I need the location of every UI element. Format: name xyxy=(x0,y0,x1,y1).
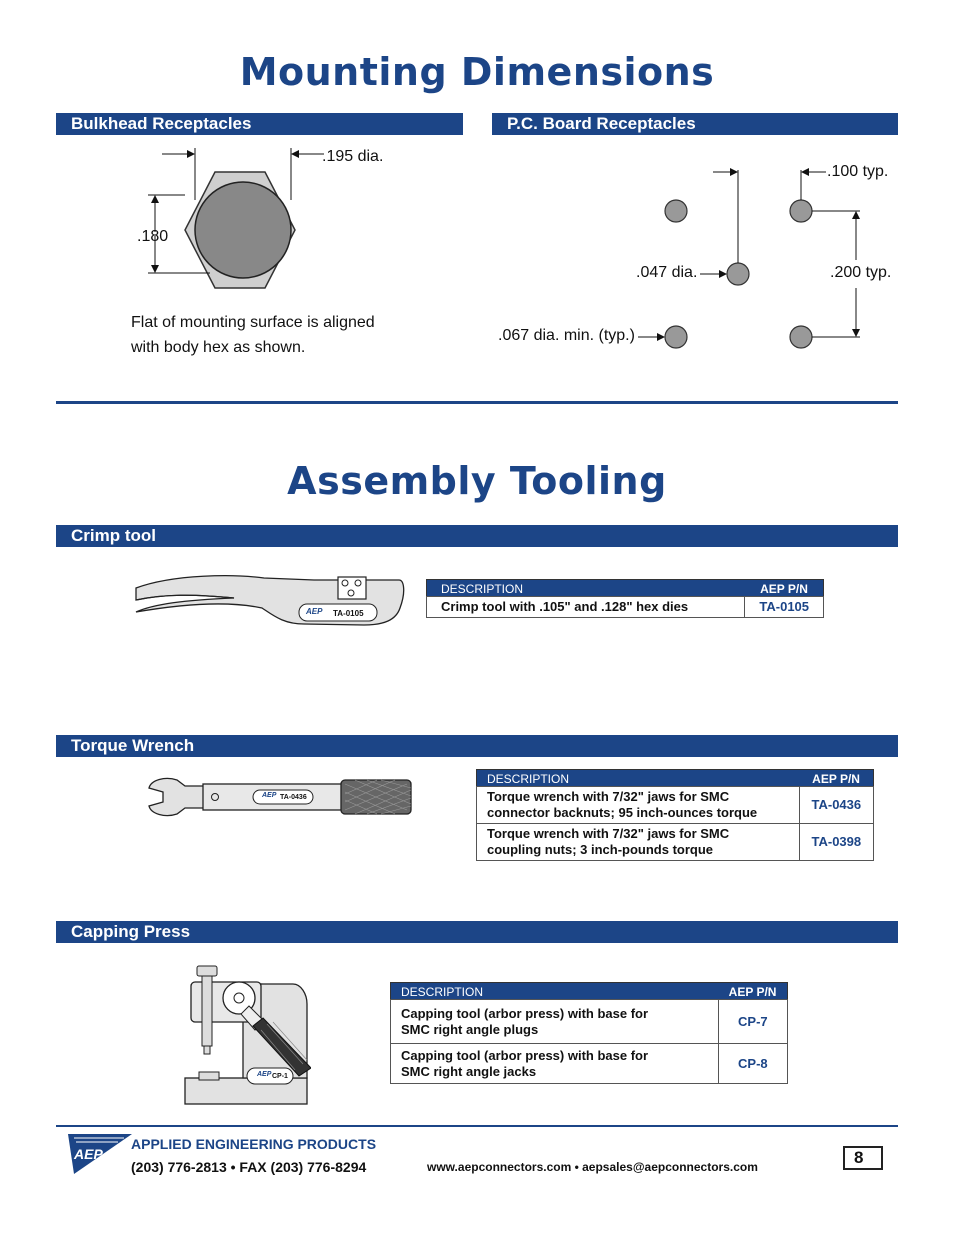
capping-aep-logo: AEP xyxy=(257,1071,272,1078)
page-number: 8 xyxy=(843,1146,883,1170)
torque-row2-desc-line1: Torque wrench with 7/32" jaws for SMC xyxy=(487,826,730,841)
torque-header: Torque Wrench xyxy=(56,735,898,757)
torque-row1-desc-line1: Torque wrench with 7/32" jaws for SMC xyxy=(487,789,730,804)
crimp-row-desc: Crimp tool with .105" and .128" hex dies xyxy=(427,597,745,618)
crimp-table xyxy=(426,579,824,618)
footer-logo-text: AEP xyxy=(74,1146,103,1162)
table-row xyxy=(477,824,874,861)
torque-tool-tag: TA-0436 xyxy=(280,794,307,801)
pcboard-vertical-label: .200 typ. xyxy=(830,264,892,281)
crimp-tool-tag: TA-0105 xyxy=(333,609,364,618)
crimp-tool-image xyxy=(134,570,406,628)
capping-row2-desc-line2: SMC right angle jacks xyxy=(401,1063,537,1079)
bulkhead-hex-diagram xyxy=(140,140,340,300)
pcboard-min-dia-label: .067 dia. min. (typ.) xyxy=(498,327,635,344)
pcboard-typ-label: .100 typ. xyxy=(827,163,889,180)
bulkhead-height-label: .180 xyxy=(137,228,169,245)
table-row xyxy=(427,597,824,618)
crimp-row-pn: TA-0105 xyxy=(745,597,824,618)
capping-col-desc: DESCRIPTION xyxy=(391,983,719,1000)
capping-tool-tag: CP-1 xyxy=(272,1073,288,1080)
capping-col-pn: AEP P/N xyxy=(718,983,787,1000)
torque-col-desc: DESCRIPTION xyxy=(477,770,800,787)
capping-row2-desc-line1: Capping tool (arbor press) with base for xyxy=(401,1047,649,1063)
footer-web: www.aepconnectors.com • aepsales@aepconnectors.com xyxy=(427,1160,758,1174)
capping-row1-desc-line2: SMC right angle plugs xyxy=(401,1021,539,1037)
torque-row1-desc-line2: connector backnuts; 95 inch-ounces torque xyxy=(487,805,758,820)
torque-aep-logo: AEP xyxy=(262,792,277,799)
tooling-title: Assembly Tooling xyxy=(287,459,667,503)
footer-company: APPLIED ENGINEERING PRODUCTS xyxy=(131,1136,377,1152)
bulkhead-note-line1: Flat of mounting surface is aligned xyxy=(131,314,375,331)
pcboard-header: P.C. Board Receptacles xyxy=(492,113,898,135)
torque-table xyxy=(476,769,874,861)
capping-row1-desc xyxy=(391,1000,719,1044)
crimp-aep-logo: AEP xyxy=(306,607,323,616)
capping-press-image xyxy=(183,960,311,1106)
capping-row1-desc-line1: Capping tool (arbor press) with base for xyxy=(401,1005,649,1021)
crimp-header: Crimp tool xyxy=(56,525,898,547)
torque-row2-pn: TA-0398 xyxy=(799,824,873,861)
torque-row2-desc xyxy=(477,824,800,861)
capping-row2-pn: CP-8 xyxy=(718,1044,787,1084)
capping-row2-desc xyxy=(391,1044,719,1084)
bulkhead-dia-label: .195 dia. xyxy=(322,148,384,165)
capping-table xyxy=(390,982,788,1084)
torque-row1-desc xyxy=(477,787,800,824)
bulkhead-note-line2: with body hex as shown. xyxy=(131,339,306,356)
torque-col-pn: AEP P/N xyxy=(799,770,873,787)
footer-phone: (203) 776-2813 • FAX (203) 776-8294 xyxy=(131,1159,367,1175)
mounting-title: Mounting Dimensions xyxy=(239,50,715,94)
bulkhead-header: Bulkhead Receptacles xyxy=(56,113,463,135)
torque-row1-pn: TA-0436 xyxy=(799,787,873,824)
section-divider xyxy=(56,401,898,404)
footer-divider xyxy=(56,1125,898,1127)
table-row xyxy=(391,1000,788,1044)
torque-row2-desc-line2: coupling nuts; 3 inch-pounds torque xyxy=(487,842,714,857)
table-row xyxy=(477,787,874,824)
table-row xyxy=(391,1044,788,1084)
pcboard-hole-diagram xyxy=(620,160,880,360)
pcboard-pin-dia-label: .047 dia. xyxy=(636,264,698,281)
capping-header: Capping Press xyxy=(56,921,898,943)
crimp-col-pn: AEP P/N xyxy=(745,580,824,597)
crimp-col-desc: DESCRIPTION xyxy=(427,580,745,597)
capping-row1-pn: CP-7 xyxy=(718,1000,787,1044)
